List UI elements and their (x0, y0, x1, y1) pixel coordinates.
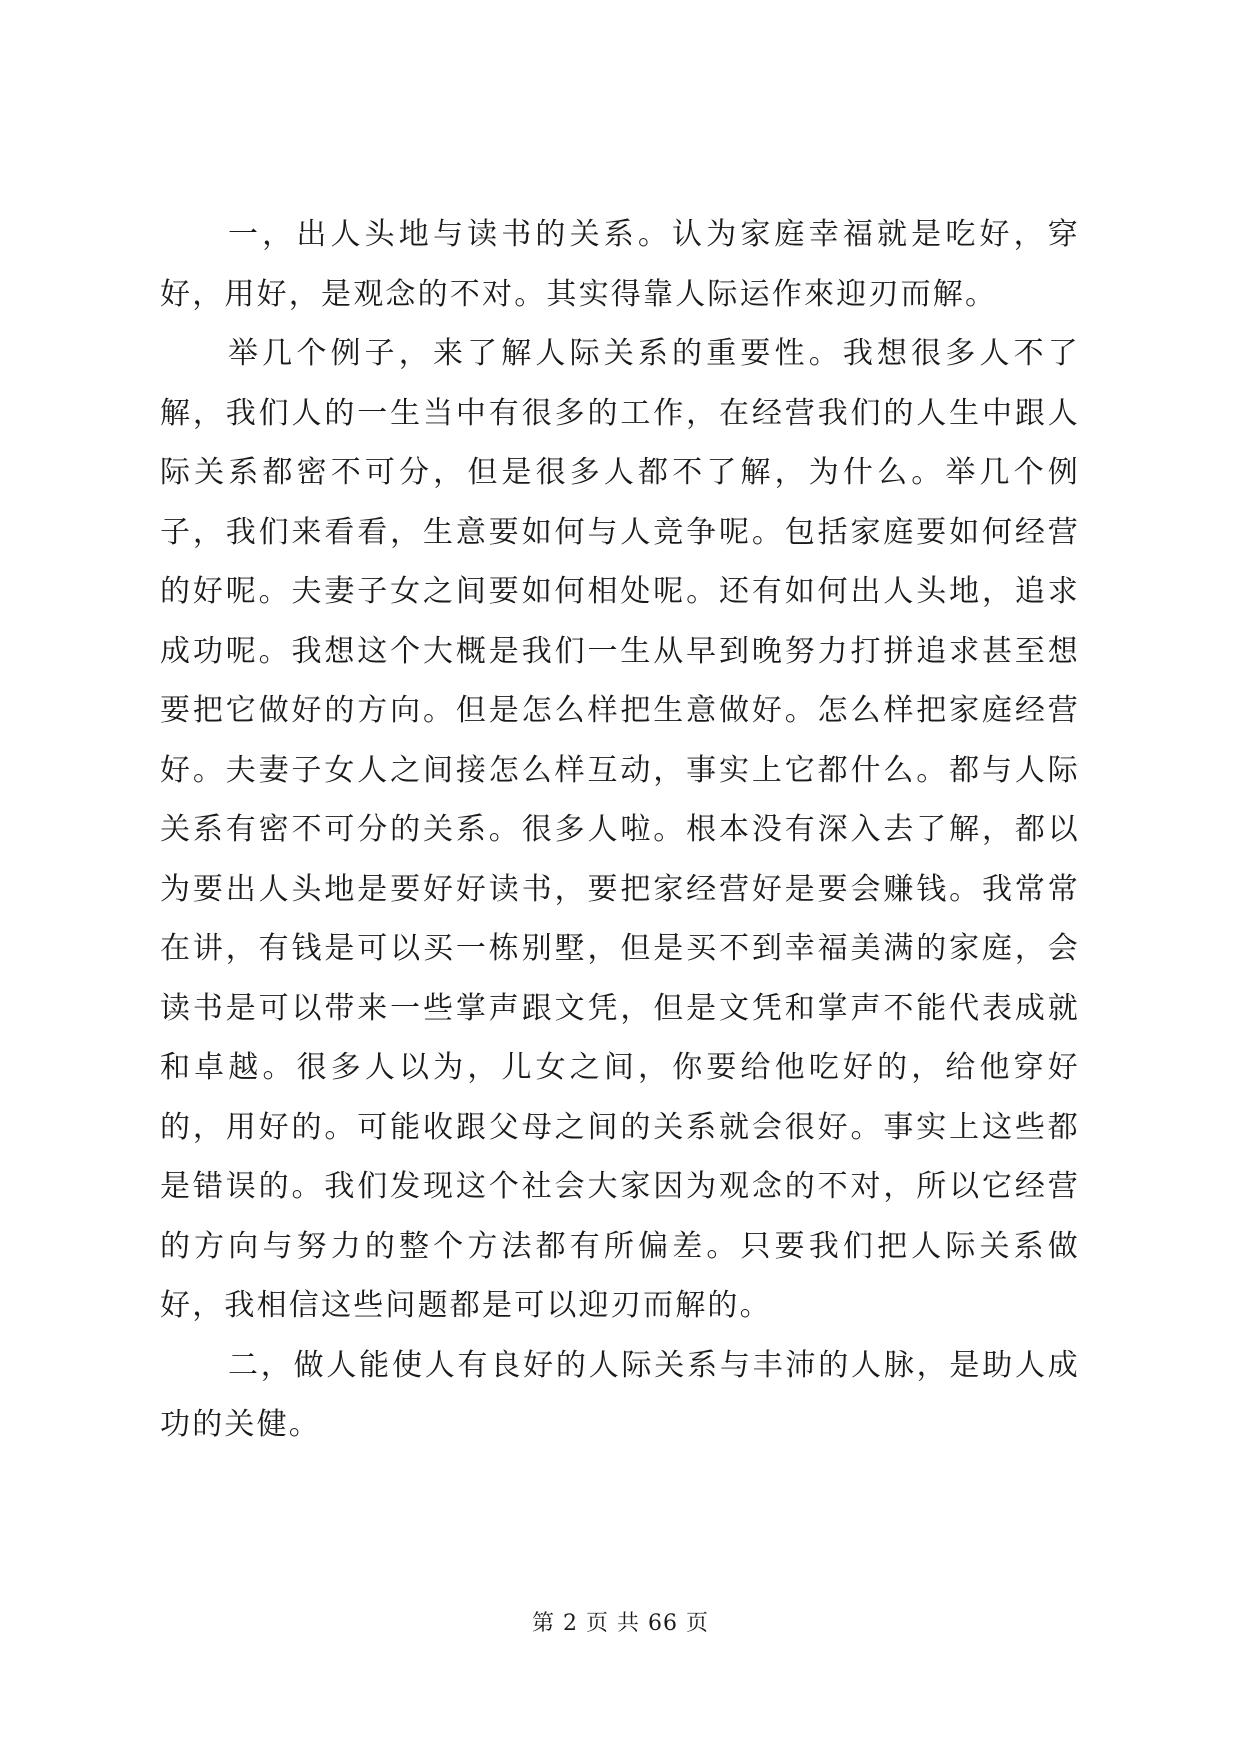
paragraph-3: 二，做人能使人有良好的人际关系与丰沛的人脉，是助人成功的关健。 (160, 1347, 1080, 1442)
paragraph-2: 举几个例子，来了解人际关系的重要性。我想很多人不了解，我们人的一生当中有很多的工作，在经营我们的人生中跟人际关系都密不可分，但是很多人都不了解，为什么。举几个例子，我们来看看，生意要如何与人竞争呢。包括家庭要如何经营的好呢。夫妻子女之间要如何相处呢。还有如何出人头地，追求成功呢。我想这个大概是我们一生从早到晚努力打拼追求甚至想要把它做好的方向。但是怎么样把生意做好。怎么样把家庭经营好。夫妻子女人之间接怎么样互动，事实上它都什么。都与人际关系有密不可分的关系。很多人啦。根本没有深入去了解，都以为要出人头地是要好好读书，要把家经营好是要会赚钱。我常常在讲，有钱是可以买一栋别墅，但是买不到幸福美满的家庭，会读书是可以带来一些掌声跟文凭，但是文凭和掌声不能代表成就和卓越。很多人以为，儿女之间，你要给他吃好的，给他穿好的，用好的。可能收跟父母之间的关系就会很好。事实上这些都是错误的。我们发现这个社会大家因为观念的不对，所以它经营的方向与努力的整个方法都有所偏差。只要我们把人际关系做好，我相信这些问题都是可以迎刃而解的。 (160, 336, 1080, 1323)
page-number-footer: 第 2 页 共 66 页 (532, 1611, 709, 1636)
document-body (160, 205, 1080, 1455)
paragraph-1: 一，出人头地与读书的关系。认为家庭幸福就是吃好，穿好，用好，是观念的不对。其实得靠人际运作來迎刃而解。 (160, 217, 1080, 312)
